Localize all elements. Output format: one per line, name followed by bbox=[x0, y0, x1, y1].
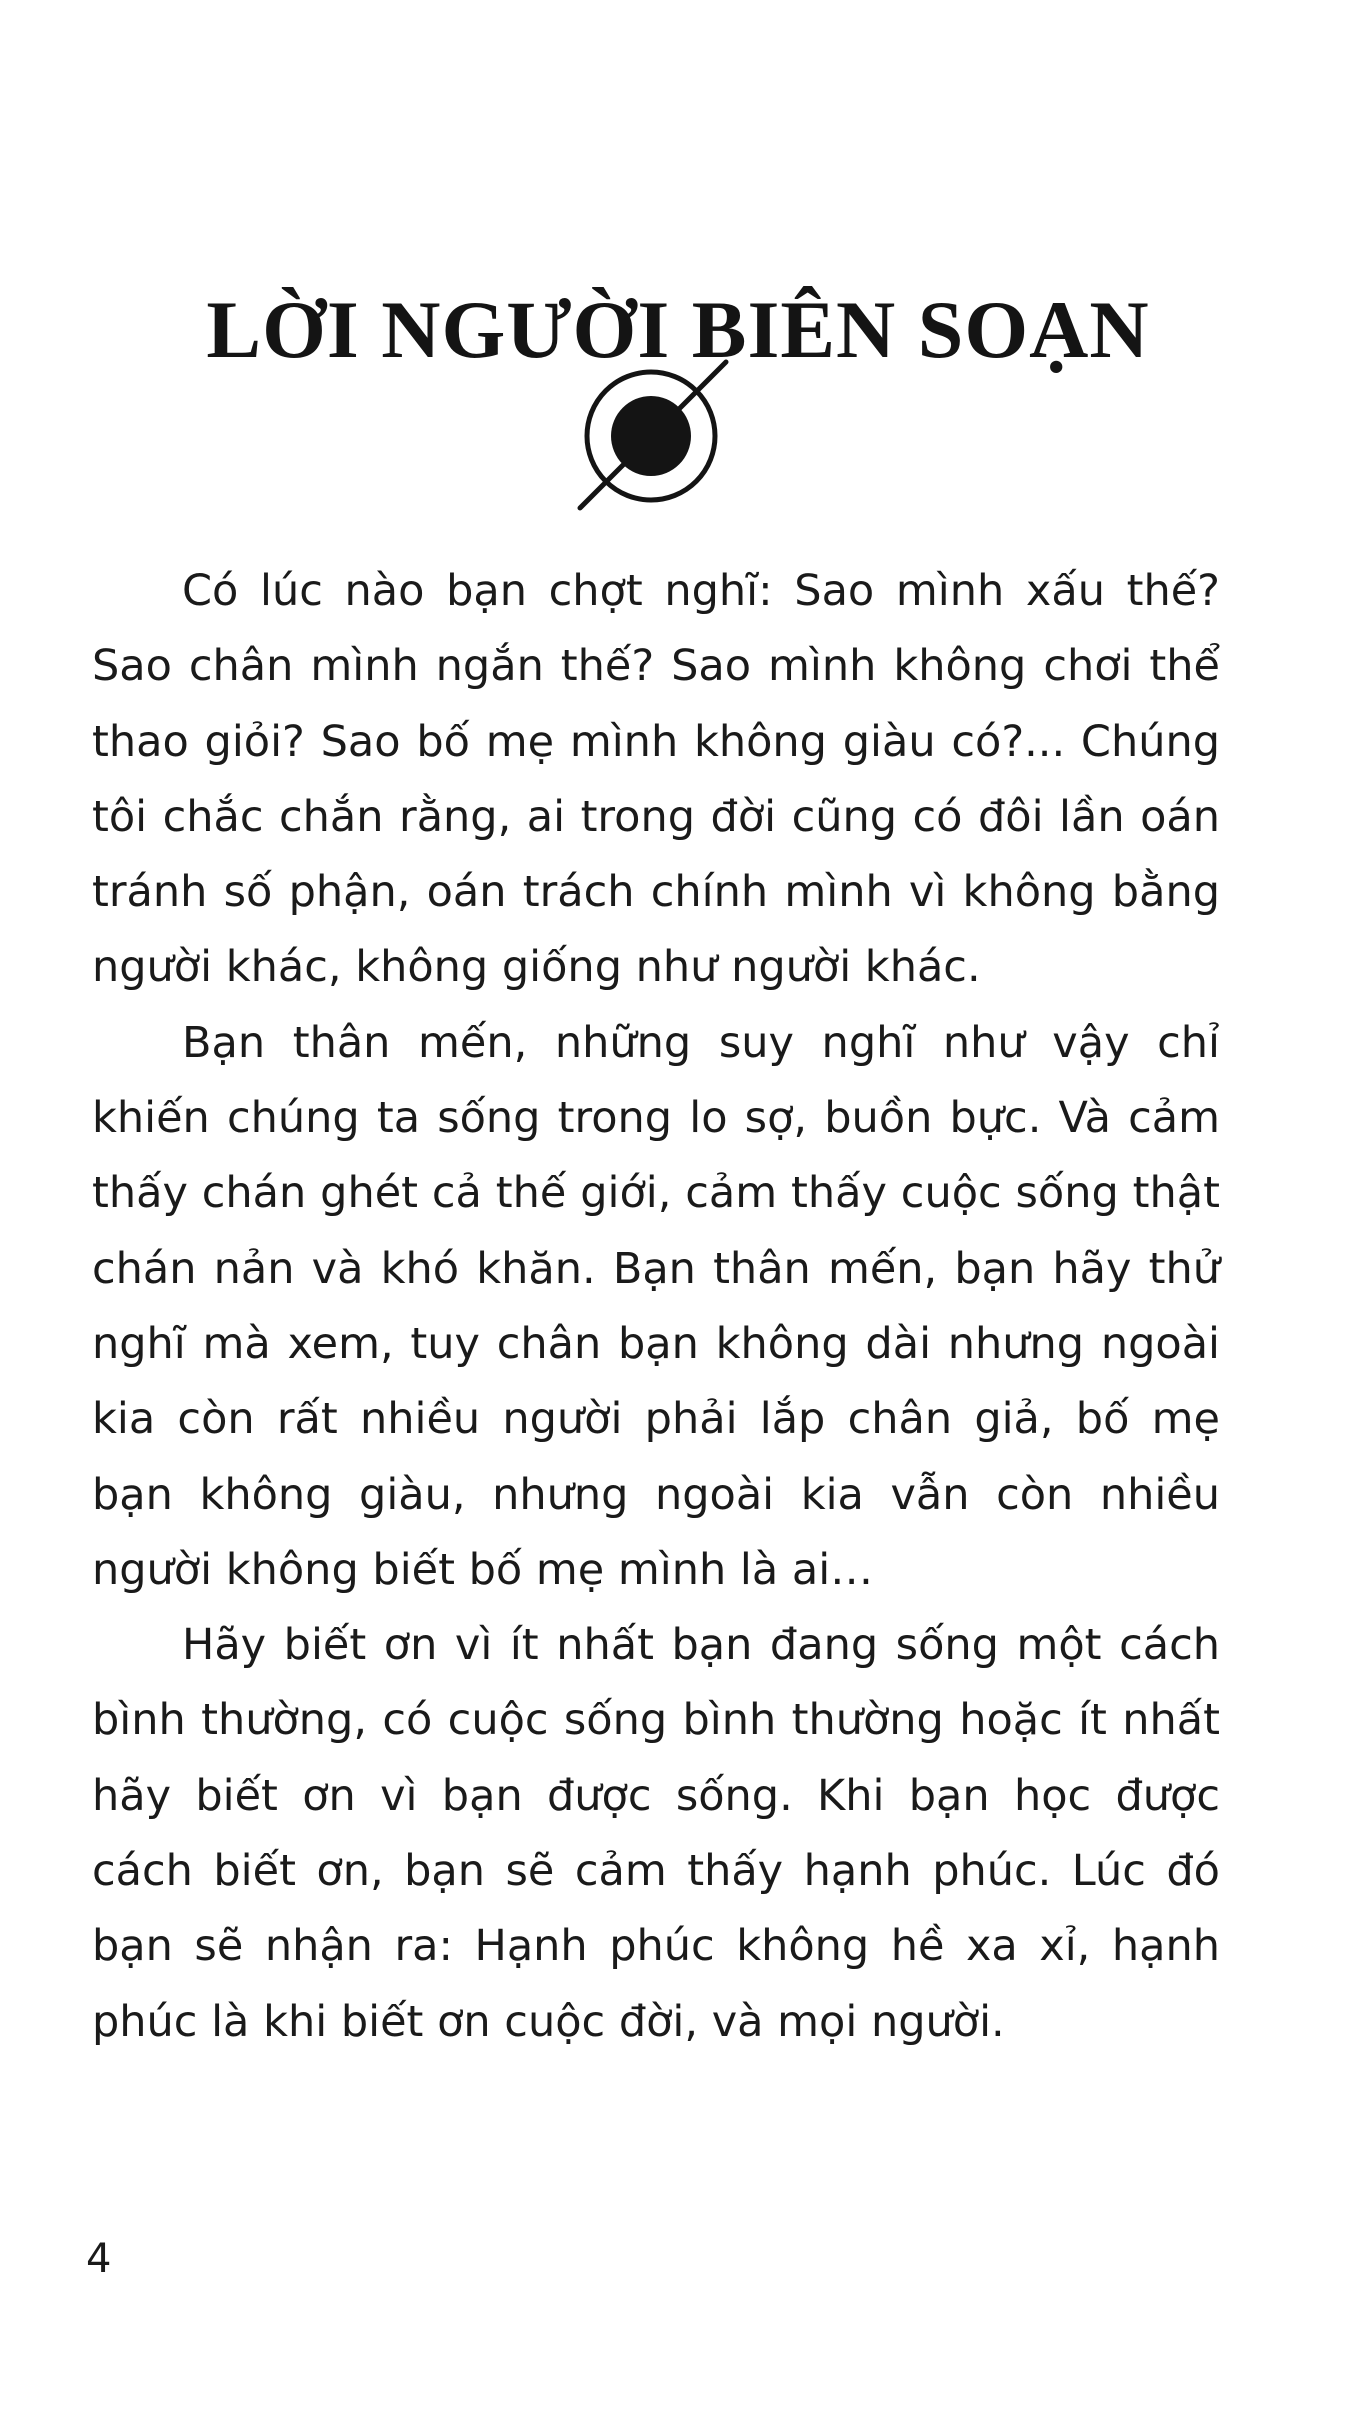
paragraph: Có lúc nào bạn chợt nghĩ: Sao mình xấu thế? Sao chân mình ngắn thế? Sao mình không chơi thể thao giỏi? Sao bố mẹ mình không giàu có?... Chúng tôi chắc chắn rằng, ai trong đời cũng có đôi lần oán tránh số phận, oán trách chính mình vì không bằng người khác, không giống như người khác. bbox=[92, 566, 1220, 993]
circle-slash-icon bbox=[568, 356, 738, 516]
body-text bbox=[92, 554, 1220, 2060]
paragraph: Hãy biết ơn vì ít nhất bạn đang sống một cách bình thường, có cuộc sống bình thường hoặc ít nhất hãy biết ơn vì bạn được sống. Khi bạn học được cách biết ơn, bạn sẽ cảm thấy hạnh phúc. Lúc đó bạn sẽ nhận ra: Hạnh phúc không hề xa xỉ, hạnh phúc là khi biết ơn cuộc đời, và mọi người. bbox=[92, 1620, 1220, 2047]
page-title: LỜI NGƯỜI BIÊN SOẠN bbox=[206, 283, 1150, 375]
paragraph: Bạn thân mến, những suy nghĩ như vậy chỉ khiến chúng ta sống trong lo sợ, buồn bực. Và cảm thấy chán ghét cả thế giới, cảm thấy cuộc sống thật chán nản và khó khăn. Bạn thân mến, bạn hãy thử nghĩ mà xem, tuy chân bạn không dài nhưng ngoài kia còn rất nhiều người phải lắp chân giả, bố mẹ bạn không giàu, nhưng ngoài kia vẫn còn nhiều người không biết bố mẹ mình là ai… bbox=[92, 1017, 1220, 1595]
page-number: 4 bbox=[86, 2236, 112, 2282]
